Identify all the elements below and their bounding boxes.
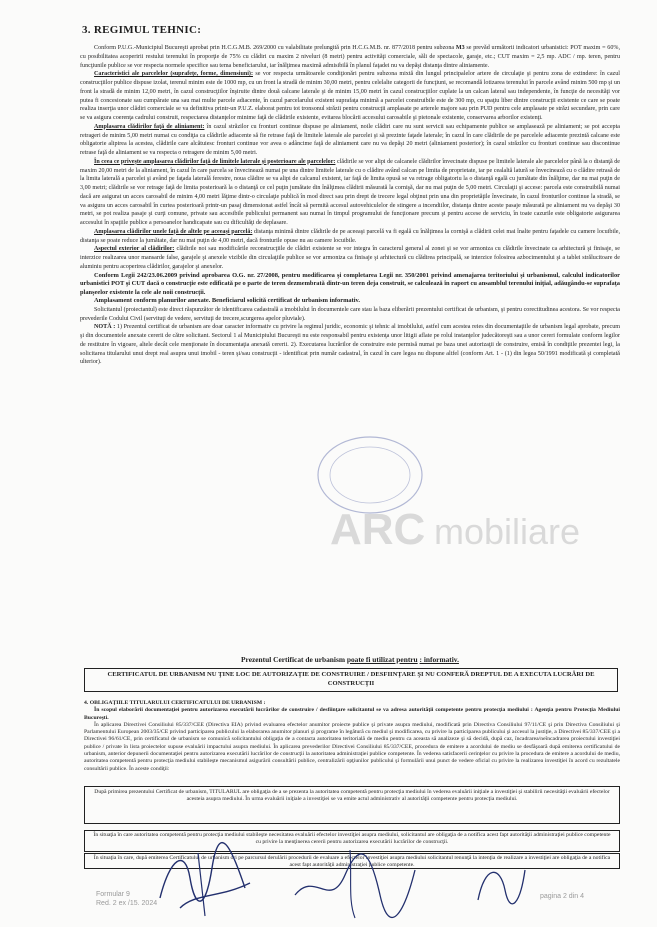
box-dupa-primirea: După primirea prezentului Certificat de urbanism, TITULARUL are obligaţia de a se prezenta la autoritatea competentă pentru protecţia mediului în vederea evaluării iniţiale a investiţiei şi stabilirii necesităţii evaluării efectelor acesteia asupra mediului. În urma evaluării iniţiale a investiţiei se va emite actul administrativ al autorităţii competente pentru protecţia mediului. <box>84 786 620 824</box>
footer-form: Formular 9 Red. 2 ex /15. 2024 <box>96 891 158 907</box>
svg-text:ARC: ARC <box>330 505 426 554</box>
paragraph-aliniament: Amplasarea clădirilor faţă de aliniament: în cazul străzilor cu fronturi continue dispuse pe aliniament, noile clădiri care nu sunt servicii sau echipamente publice se amplasează pe aliniament; se pot accepta retrageri de minim 5,00 metri numai cu condiţia ca clădirile adiacente să fie retrase faţă de limitele laterale ale parcelei şi să prezinte faţade laterale; în cazul în care clădirile de pe parcelele adiacente prezintă calcane este obligatorie alipirea la acestea, clădirile care alcătuiesc fronturi continue vor avea o adâncime faţă de aliniament care nu va depăşi 20 metri (aliniament posterior); în cazul străzilor cu fronturi continue sau discontinue retrase faţă de aliniament se va respecta o retragere de minim 5,00 metri. <box>80 123 620 156</box>
notice-box: CERTIFICATUL DE URBANISM NU ŢINE LOC DE AUTORIZAŢIE DE CONSTRUIRE / DESFIINŢARE ŞI NU CONFERĂ DREPTUL DE A EXECUTA LUCRĂRI DE CONSTRUCŢII <box>84 668 618 692</box>
regim-tehnic-body <box>80 44 620 367</box>
footer-page-number: pagina 2 din 4 <box>540 893 584 900</box>
informativ-line: Prezentul Certificat de urbanism poate fi utilizat pentru : informativ. <box>241 655 459 664</box>
paragraph-pug: Conform P.U.G.-Municipiul Bucureşti aprobat prin H.C.G.M.B. 269/2000 cu valabilitate prelungită prin H.C.G.M.B. nr. 877/2018 pentru subzona M3 se prevăd următorii indicatori urbanistici: POT maxim = 60%, cu posibilitatea acoperirii restului terenului în proporţie de 75% cu clădiri cu maxim 2 niveluri (8 metri) pentru activităţi comerciale, săli de spectacole, garaje, etc.; CUT maxim = 2,5 mp. ADC / mp. teren, pentru funcţiunile publice se vor respecta normele specifice sau tema beneficiarului, iar înălţimea maximă admisibilă în planul faţadei nu va depăşi distanţa dintre aliniamente. <box>80 45 620 69</box>
svg-text:mobiliare: mobiliare <box>434 511 581 552</box>
stamp-mark <box>310 430 430 520</box>
paragraph-parcela: Amplasarea clădirilor unele faţă de altele pe aceeaşi parcelă: distanţa minimă dintre clădirile de pe aceeaşi parcelă va fi egală cu înălţimea la cornişă a clădirii celei mai înalte pentru faţadele cu camere locuibile, distanţa se poate reduce la jumătate, dar nu mai puţin de 4,00 metri, dacă fronturile opuse nu au camere locuibile. <box>80 228 620 244</box>
paragraph-parcele: Caracteristici ale parcelelor (suprafeţe, forme, dimensiuni): se vor respecta următoarele condiţionări pentru subzona mixtă din lungul principalelor artere de circulaţie şi pentru zona de extindere: în cazul construcţiilor publice dispuse izolat, terenul minim este de 1000 mp, cu un front la stradă de minim 30,00 metri, pentru celelalte categorii de funcţiuni, se recomandă lotizarea terenului în parcele având minim 500 mp şi un front la stradă de minim 12,00 metri, în cazul construcţiilor înşiruite dintre două calcane laterale şi de minim 15,00 metri în cazul construcţiilor cuplate la un calcan lateral sau independente, în funcţie de necesităţi vor putea fi concesionate sau cumpărate una sau mai multe parcele adiacente, în cazul parcelarului existent suprafaţa minimă a parcelei construibile este de 300 mp, cu spaţiu liber dintre construcţii existente ce care se poate realiza inserţia unor clădiri comerciale se va definitiva printr-un P.U.Z. elaborat pentru tot tronsonul străzii pentru construcţii amplasate pe arterele majore sau prin PUD pentru cele amplasate pe străzi secundare, prin care se va asigura coerenţa cadrului construit, respectarea distanţelor minime faţă de clădirile existente, evitarea blocării accesului carosabile şi pietonale existente, conservarea arborilor existenţi. <box>80 71 620 121</box>
obligatii-section <box>84 700 620 773</box>
box-situatia-renunta: În situaţia în care, după emiterea Certificatului de urbanism ori pe parcursul derulării procedurii de evaluare a efectelor investiţiei asupra mediului solicitantul renunţă la intenţia de realizare a investiţiei are obligaţia de a notifica acest fapt autorităţii administraţiei publice competente. <box>84 853 620 869</box>
amplasament-heading: Amplasament conform planurilor anexate. Beneficiarul solicită certificat de urbanism informativ. <box>94 297 360 305</box>
paragraph-limite: În ceea ce priveşte amplasarea clădirilor faţă de limitele laterale şi posterioare ale parcelelor: clădirile se vor alipi de calcanele clădirilor învecinate dispuse pe limitele laterale ale parcelelor până la o distanţă de maxim 20,00 metri de la aliniament, în cazul în care parcela se învecinează numai pe una dintre limitele laterale cu o clădire având calcan pe limita de proprietate, iar pe cealaltă latură se învecinează cu o clădire retrasă de la limita laterală a parcelei şi având pe faţada laterală ferestre, noua clădire se va alipi de calcanul existent, iar faţă de limita opusă se va retrage obligatoriu la o distanţă egală cu jumătate din înălţime, dar nu mai puţin de 3,00 metri; clădirile se vor retrage faţă de limita posterioară la o distanţă ce cel puţin jumătate din înălţimea clădirii măsurată la cornişă, dar nu mai puţin de 5,00 metri. Circulaţii şi accese: parcela este construibilă numai dacă are asigurat un acces carosabil de minim 4,00 metri lăţime dintr-o circulaţie publică în mod direct sau prin drept de trecere legal obţinut prin una din proprietăţile învecinate, în cazul fronturilor continue la stradă, se va asigura un acces carosabil în curtea posterioară printr-un pasaj dimensionat astfel încât să permită accesul autovehiculelor de stingere a incendiilor, distanţa dintre aceste pasaje măsurată pe aliniament nu va depăşi 30 metri, se pot realiza pasaje şi curţi comune, private sau accesibile publicului permanent sau numai în timpul programului de funcţionare precum şi pentru accese de serviciu, în toate cazurile este obligatorie asigurarea accesului în spaţiile publice a persoanelor handicapate sau cu dificultăţi de deplasare. <box>80 158 620 226</box>
paragraph-aspect: Aspectul exterior al clădirilor: clădirile noi sau modificările reconstrucţiile de clădiri existente se vor integra în caracterul general al zonei şi se vor armoniza cu clădirile învecinate ca arhitectură şi finisaje, se interzice realizarea unor mansarde false, garajele şi anexele vizibile din circulaţiile publice se vor armoniza ca finisaje şi arhitectură cu clădirea principală, se interzice folosirea azbocimentului şi a tablei strălucitoare de aluminiu pentru acoperirea clădirilor, garajelor şi anexelor. <box>80 246 620 270</box>
obligatii-intro: În scopul elaborării documentaţiei pentru autorizarea executării lucrărilor de construire / desfiinţare solicitantul se va adresa autorităţii competente pentru protecţia mediului : Agenţia pentru Protecţia Mediului Bucureşti. <box>84 707 620 721</box>
obligatii-heading: 4. OBLIGAŢIILE TITULARULUI CERTIFICATULUI DE URBANISM : <box>84 700 266 706</box>
nota-paragraph: NOTĂ : 1) Prezentul certificat de urbanism are doar caracter informativ cu privire la regimul juridic, economic şi tehnic al imobilului, astfel cum acestea reies din documentaţiile de urbanism legal aprobate, precum şi din documentele anexate cererii de către solicitant. Sectorul 1 al Municipiului Bucureşti nu este responsabil pentru existenţa unor litigii aflate pe rolul instanţelor judecătoreşti sau a unor cereri formulate conform legilor de restituire în vigoare, altele decât cele menţionate în documentaţia anexată cererii. 2). Executarea lucrărilor de construire este permisă numai pe baza unei autorizaţii de construire, emisă în condiţiile prezentei legi, la solicitarea titularului unui drept real asupra unui imobil - teren şi/sau construcţii - identificat prin număr cadastral, în cazul în care legea nu dispune altfel (conform Art. 1 - (1) din legea 50/1991 modificată şi completată ulterior). <box>80 324 620 366</box>
signature-middle <box>290 840 420 920</box>
watermark-logo <box>330 500 590 560</box>
legea-paragraph: Conform Legii 242/23.06.2009 privind aprobarea O.G. nr. 27/2008, pentru modificarea şi completarea Legii nr. 350/2001 privind amenajarea teritoriului şi urbanismul, calculul indicatorilor urbanistici POT şi CUT dacă o construcţie este edificată pe o parte de teren dezmembrată dintr-un teren deja construit, se calculează în raport cu ansamblul terenului iniţial, adăugându-se suprafaţa planşeelor existente la cele ale noii construcţii. <box>80 271 620 296</box>
amplasament-text: Solicitantul (proiectantul) este direct răspunzător de identificarea cadastrală a imobilului în documentele care stau la baza eliberării prezentului certificat de urbanism, şi pentru corectitudinea acestora. Se vor respecta prevederile Codului Civil (servituţi de vedere, servituţi de trecere,scurgerea apelor pluviale). <box>80 306 620 322</box>
box-situatia-evaluare: În situaţia în care autoritatea competentă pentru protecţia mediului stabileşte necesitatea evaluării efectelor investiţiei asupra mediului, solicitantul are obligaţia de a notifica acest fapt autorităţii administraţiei publice competente cu privire la menţinerea cererii pentru autorizarea executării lucrărilor de construcţii. <box>84 830 620 852</box>
obligatii-text: În aplicarea Directivei Consiliului 85/337/CEE (Directiva EIA) privind evaluarea efectelor anumitor proiecte publice şi private asupra mediului, modificată prin Directiva Consiliului 97/11/CE şi prin Directiva Consiliului şi Parlamentului European 2003/35/CE privind participarea publicului la elaborarea anumitor planuri şi programe în legătură cu mediul şi modificarea, cu privire la participarea publicului şi accesul la justiţie, a Directivei 85/337/CEE şi a Directivei 96/61/CE, prin certificatul de urbanism se comunică solicitantului obligaţia de a contacta autoritatea teritorială de mediu pentru ca aceasta să analizeze şi să decidă, după caz, încadrarea/neîncadrarea proiectului investiţiei publice / private în lista proiectelor supuse evaluării impactului asupra mediului. În aplicarea prevederilor Directivei Consiliului 85/337/CEE, procedura de emitere a acordului de mediu se desfăşoară după emiterea certificatului de urbanism, anterior depunerii documentaţiei pentru autorizarea executării lucrărilor de construcţii la autoritatea administraţiei publice competente. În vederea satisfacerii cerinţelor cu privire la procedura de emitere a acordului de mediu, autoritatea competentă pentru protecţia mediului stabileşte mecanismul asigurării consultării publice, centralizării opţiunilor publicului şi formulării unui punct de vedere oficial cu privire la realizarea investiţiei în acord cu rezultatele consultării publice. În aceste condiţii: <box>84 721 620 772</box>
section-title: 3. REGIMUL TEHNIC: <box>82 24 202 36</box>
